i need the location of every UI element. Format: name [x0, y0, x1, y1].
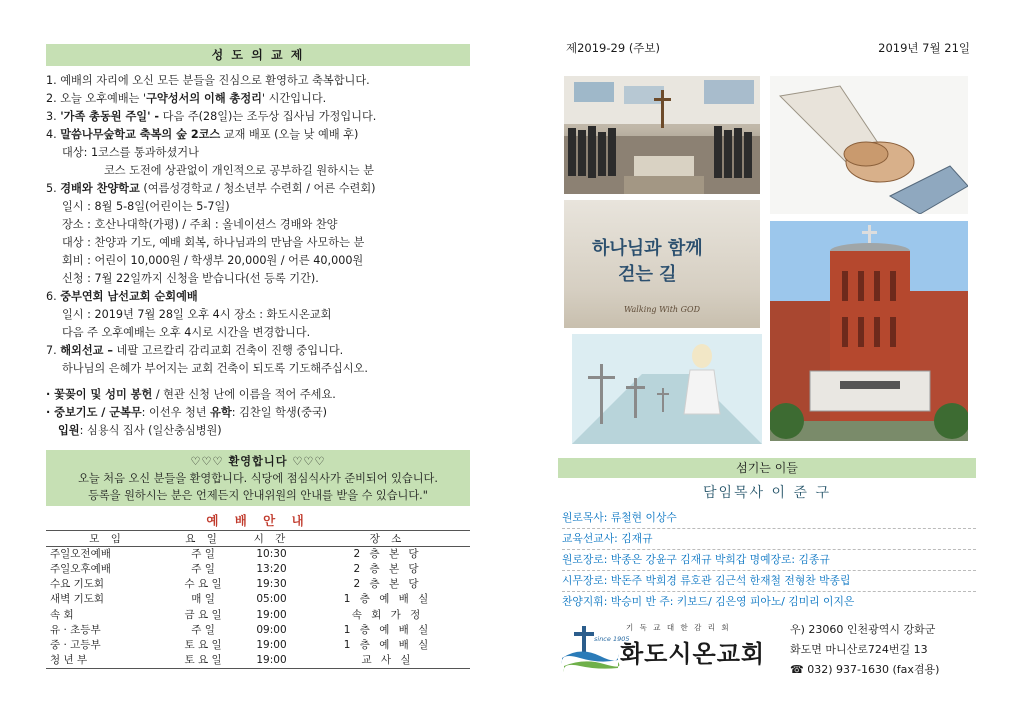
worship-row [46, 638, 470, 653]
issue-line [558, 38, 976, 58]
worship-place: 교 사 실 [305, 653, 470, 669]
book-cover-title: 하나님과 함께 걷는 길 [592, 238, 703, 285]
congregation-photo [564, 76, 760, 194]
worship-time: 19:00 [256, 639, 287, 652]
col-header-meeting: 모 임 [46, 531, 168, 547]
phone-line: ☎ 032) 937-1630 (fax겸용) [790, 663, 940, 676]
notice-6-line: 다음 주 오후예배는 오후 4시로 시간을 변경합니다. [62, 326, 311, 339]
welcome-box [46, 450, 470, 506]
notice-4: 4. 말씀나무숲학교 축복의 숲 2코스 교재 배포 (오늘 낮 예배 후) [46, 128, 359, 141]
notice-5-line: 대상 : 찬양과 기도, 예배 회복, 하나님과의 만남을 사모하는 분 [62, 236, 365, 249]
worship-table [46, 530, 470, 669]
notice-1: 1. 예배의 자리에 오신 모든 분들을 진심으로 환영하고 축복합니다. [46, 74, 370, 87]
notice-2: 2. 오늘 오후예배는 '구약성서의 이해 총정리' 시간입니다. [46, 92, 327, 105]
worship-time: 19:00 [238, 653, 305, 669]
worship-row [46, 653, 470, 669]
notice-5: 5. 경배와 찬양학교 (여름성경학교 / 청소년부 수련회 / 어른 수련회) [46, 182, 376, 195]
worship-time: 13:20 [256, 563, 287, 576]
extra-notices [46, 386, 470, 440]
address-line-1: 우) 23060 인천광역시 강화군 [790, 623, 936, 636]
book-cover-subtitle: Walking With GOD [624, 305, 700, 314]
notice-5-line: 일시 : 8월 5-8일(어린이는 5-7일) [62, 200, 230, 213]
org-name-small: 기 독 교 대 한 감 리 회 [626, 623, 731, 632]
since-label: since 1905 [594, 635, 630, 643]
notice-7-line: 하나님의 은혜가 부어지는 교회 건축이 되도록 기도해주십시오. [62, 362, 368, 375]
worship-place: 2 층 본 당 [353, 578, 422, 591]
notice-7: 7. 해외선교 – 네팔 고르칼리 감리교회 건축이 진행 중입니다. [46, 344, 344, 357]
welcome-title: ♡♡♡ 환영합니다 ♡♡♡ [190, 455, 326, 468]
photo-grid [564, 76, 968, 446]
servers-title: 섬기는 이들 [558, 458, 976, 478]
worship-meeting: 청 년 부 [46, 653, 168, 669]
worship-day: 매 일 [191, 593, 215, 606]
worship-row [46, 623, 470, 638]
worship-guide-title: 예 배 안 내 [206, 513, 310, 528]
worship-place: 1 층 예 배 실 [343, 623, 432, 636]
worship-place: 2 층 본 당 [353, 548, 422, 560]
left-panel [46, 44, 470, 669]
cross-wave-icon [560, 624, 620, 674]
intercession-note: · 중보기도 / 군복무: 이선우 청년 유학: 김찬일 학생(중국) [46, 406, 328, 419]
notice-5-line: 회비 : 어린이 10,000원 / 학생부 20,000원 / 어른 40,000원 [62, 254, 364, 267]
church-address [790, 620, 939, 680]
staff-row: 원로장로: 박종은 강윤구 김재규 박희갑 명예장로: 김종규 [562, 550, 976, 571]
worship-place: 2 층 본 당 [353, 563, 422, 576]
notice-5-line: 장소 : 호산나대학(가평) / 주최 : 올네이션스 경배와 찬양 [62, 218, 338, 231]
fellowship-title: 성 도 의 교 제 [46, 44, 470, 66]
worship-day: 수 요 일 [184, 578, 222, 591]
worship-meeting: 주일오후예배 [50, 563, 111, 576]
crosses-path-illustration [572, 334, 762, 444]
worship-meeting: 주일오전예배 [50, 548, 111, 560]
welcome-line-1: 오늘 처음 오신 분들을 환영합니다. 식당에 점심식사가 준비되어 있습니다. [78, 472, 438, 485]
church-name: 화도시온교회 [620, 640, 766, 668]
issue-date: 2019년 7월 21일 [878, 41, 970, 55]
staff-row: 원로목사: 류철현 이상수 [562, 508, 976, 529]
worship-meeting: 속 회 [50, 608, 74, 621]
worship-row [46, 547, 470, 563]
staff-list [562, 508, 976, 612]
worship-row [46, 608, 470, 623]
footer [558, 608, 976, 698]
worship-time: 19:00 [256, 608, 287, 621]
worship-day: 토 요 일 [184, 639, 222, 652]
worship-time: 19:30 [256, 578, 287, 591]
col-header-day: 요 일 [168, 531, 238, 547]
worship-table-body [46, 547, 470, 669]
worship-row [46, 562, 470, 577]
worship-day: 금 요 일 [184, 608, 222, 621]
staff-row: 찬양지휘: 박승미 반 주: 키보드/ 김은영 피아노/ 김미리 이지은 [562, 595, 855, 608]
staff-row: 시무장로: 박돈주 박희경 류호관 김근석 한재철 전형찬 박종립 [562, 571, 976, 592]
worship-place: 1 층 예 배 실 [343, 639, 432, 652]
issue-number: 제2019-29 (주보) [566, 41, 661, 55]
worship-place: 1 층 예 배 실 [343, 593, 432, 606]
right-panel [558, 38, 976, 676]
notice-4-target: 대상: 1코스를 통과하셨거나 [62, 146, 199, 159]
hospital-note: 입원: 심용식 집사 (일산충심병원) [58, 424, 222, 437]
worship-table-header [46, 531, 470, 547]
church-building-photo [770, 221, 968, 441]
worship-meeting: 수요 기도회 [50, 578, 105, 591]
worship-meeting: 새벽 기도회 [50, 593, 105, 606]
worship-meeting: 중 · 고등부 [50, 639, 101, 652]
address-line-2: 화도면 마니산로724번길 13 [790, 643, 928, 656]
worship-time: 09:00 [256, 623, 287, 636]
worship-row [46, 592, 470, 607]
flower-offering-note: · 꽃꽂이 및 성미 봉헌 / 현관 신청 난에 이름을 적어 주세요. [46, 388, 336, 401]
worship-day: 주 일 [191, 548, 215, 560]
worship-row [46, 577, 470, 592]
worship-meeting: 유 · 초등부 [50, 623, 101, 636]
worship-day: 주 일 [191, 623, 215, 636]
col-header-place: 장 소 [305, 531, 470, 547]
church-logo [558, 618, 768, 674]
worship-place: 속 회 가 정 [351, 608, 424, 621]
welcome-line-2: 등록을 원하시는 분은 언제든지 안내위원의 안내를 받을 수 있습니다." [88, 489, 428, 502]
notice-3: 3. '가족 총동원 주일' - 다음 주(28일)는 조두상 집사님 가정입니다. [46, 110, 377, 123]
handshake-illustration [770, 76, 968, 214]
worship-day: 토 요 일 [168, 653, 238, 669]
notice-list [46, 72, 470, 378]
worship-day: 주 일 [191, 563, 215, 576]
col-header-time: 시 간 [238, 531, 305, 547]
notice-5-line: 신청 : 7월 22일까지 신청을 받습니다(선 등록 기간). [62, 272, 319, 285]
notice-4-target-2: 코스 도전에 상관없이 개인적으로 공부하길 원하시는 분 [104, 164, 374, 177]
notice-6-line: 일시 : 2019년 7월 28일 오후 4시 장소 : 화도시온교회 [62, 308, 332, 321]
worship-time: 05:00 [256, 593, 287, 606]
staff-row: 교육선교사: 김재규 [562, 529, 976, 550]
book-cover-image [564, 200, 760, 328]
worship-time: 10:30 [256, 548, 287, 560]
senior-pastor: 담임목사 이 준 구 [702, 485, 832, 501]
notice-6: 6. 중부연회 남선교회 순회예배 [46, 290, 198, 303]
